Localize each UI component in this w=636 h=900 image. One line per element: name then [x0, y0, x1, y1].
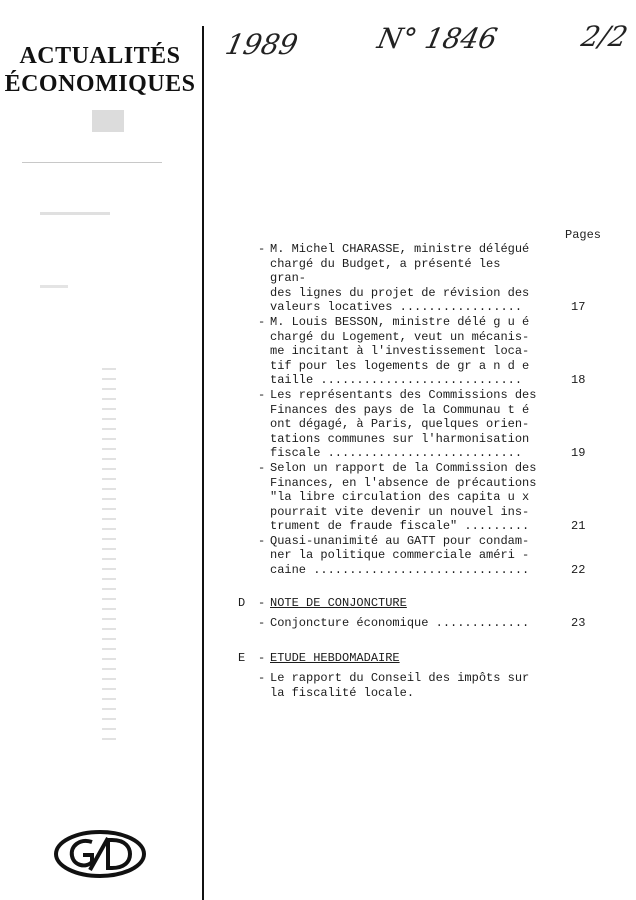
toc-entry-text: Quasi-unanimité au GATT pour condam- ner la politique commerciale améri - caine ..............................	[270, 533, 530, 578]
toc-entry-text: Les représentants des Commissions des Finances des pays de la Communau t é ont dégagé, à Paris, quelques orien- tations communes sur l'harmonisation fiscale ...........................	[270, 387, 537, 461]
toc-section: E - ETUDE HEBDOMADAIRE - Le rapport du Conseil des impôts sur la fiscalité locale.	[232, 651, 612, 701]
handwritten-year: 1989	[222, 28, 301, 61]
section-item-page: 23	[571, 616, 586, 631]
vertical-divider	[202, 26, 204, 900]
table-of-contents	[232, 242, 612, 701]
masthead	[0, 42, 200, 98]
handwritten-issue-number: N° 1846	[374, 22, 501, 55]
masthead-line-2: ÉCONOMIQUES	[4, 71, 196, 97]
bleed-mark	[22, 162, 162, 163]
toc-entry: - Quasi-unanimité au GATT pour condam- ner la politique commerciale améri - caine .............................. 22	[258, 533, 586, 578]
toc-entry-page: 22	[571, 563, 586, 578]
toc-entry: - M. Louis BESSON, ministre délé g u é chargé du Logement, veut un mécanis- me incitant à l'investissement loca- tif pour les logements de gr a n d e taille ............................ 18	[258, 314, 586, 388]
section-letter: E	[238, 650, 246, 665]
toc-entry-page: 19	[571, 446, 586, 461]
toc-entry-page: 18	[571, 373, 586, 388]
masthead-line-1: ACTUALITÉS	[19, 43, 181, 69]
handwritten-page-marker: 2/2	[578, 20, 631, 53]
bleed-mark	[102, 360, 116, 740]
bleed-mark	[40, 212, 110, 215]
section-item-text: Conjoncture économique .............	[270, 616, 530, 631]
section-item: - Conjoncture économique ............. 23	[258, 616, 586, 631]
section-item: - Le rapport du Conseil des impôts sur la fiscalité locale.	[270, 671, 612, 700]
section-letter: D	[238, 595, 246, 610]
toc-entry-text: M. Michel CHARASSE, ministre délégué chargé du Budget, a présenté les gran- des lignes du projet de révision des valeurs locatives .................	[270, 242, 530, 315]
toc-entry-page: 21	[571, 519, 586, 534]
section-title: ETUDE HEBDOMADAIRE	[270, 650, 400, 665]
toc-entry-page: 17	[571, 300, 586, 315]
toc-entry: - Les représentants des Commissions des Finances des pays de la Communau t é ont dégagé, à Paris, quelques orien- tations communes sur l'harmonisation fiscale ........................... 19	[258, 387, 586, 461]
section-title: NOTE DE CONJONCTURE	[270, 595, 407, 610]
toc-entry-text: M. Louis BESSON, ministre délé g u é chargé du Logement, veut un mécanis- me incitant à l'investissement loca- tif pour les logements de gr a n d e taille ............................	[270, 314, 530, 388]
left-panel	[0, 0, 200, 900]
toc-section: D - NOTE DE CONJONCTURE - Conjoncture économique ............. 23	[232, 596, 612, 631]
toc-entry: - Selon un rapport de la Commission des Finances, en l'absence de précautions "la libre circulation des capita u x pourrait vite devenir un nouvel ins- trument de fraude fiscale" ......... 21	[258, 460, 586, 534]
toc-entry: - M. Michel CHARASSE, ministre délégué chargé du Budget, a présenté les gran- des lignes du projet de révision des valeurs locatives ................. 17	[258, 242, 586, 315]
toc-entry-text: Selon un rapport de la Commission des Finances, en l'absence de précautions "la libre circulation des capita u x pourrait vite devenir un nouvel ins- trument de fraude fiscale" .........	[270, 460, 537, 534]
pages-column-header: Pages	[565, 228, 602, 242]
bleed-mark	[40, 285, 68, 288]
gd-logo	[52, 828, 148, 880]
section-item-text: Le rapport du Conseil des impôts sur la fiscalité locale.	[270, 671, 530, 701]
bleed-mark	[92, 110, 124, 132]
